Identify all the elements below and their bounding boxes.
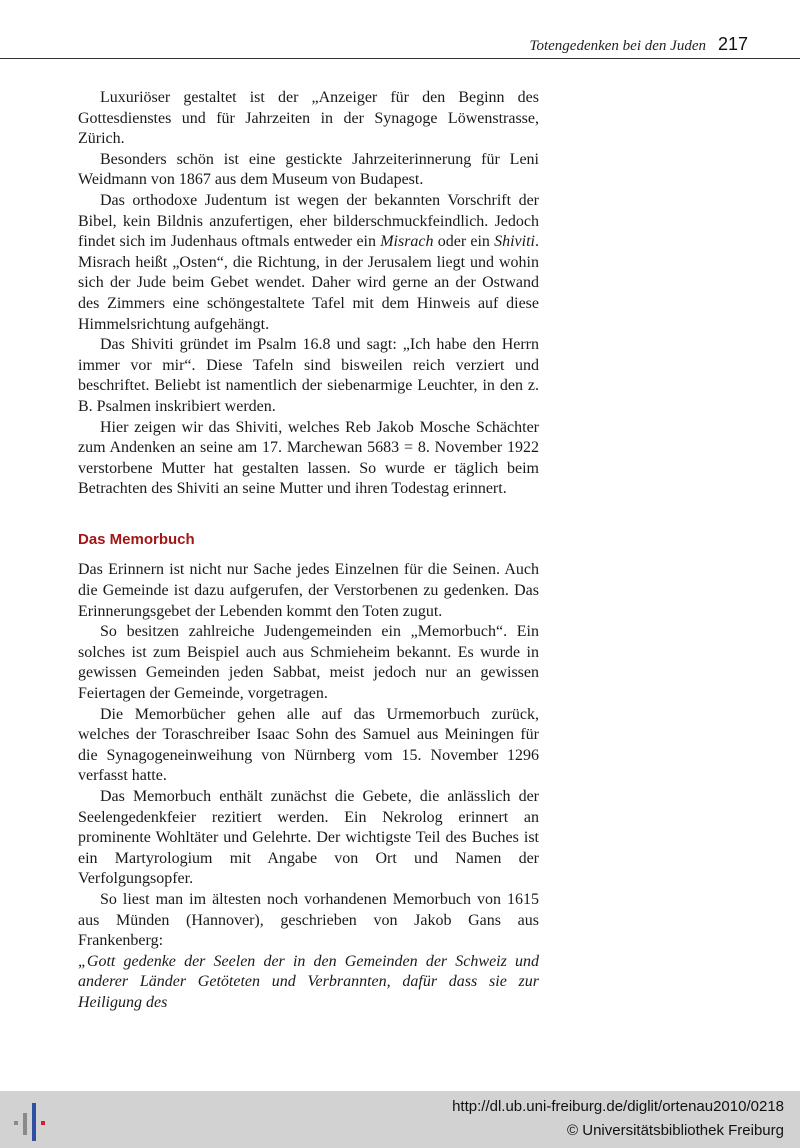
paragraph: Das Memorbuch enthält zunächst die Gebete, die anlässlich der Seelengedenkfeier rezitiert werden. Ein Nekrolog erinnert an prominente Wohltäter und Gelehrte. Der wichtigste Teil des Buches ist ein Martyrologium mit Angabe von Ort und Namen der Verfolgungsopfer. xyxy=(78,788,539,888)
page-body xyxy=(78,88,539,1014)
logo-blue-bar xyxy=(32,1103,36,1141)
quotation: „Gott gedenke der Seelen der in den Gemeinden der Schweiz und anderer Länder Getöteten und Verbrannten, dafür dass sie zur Heiligung des xyxy=(78,952,539,1011)
logo-gray-bar xyxy=(14,1121,18,1125)
paragraph: Hier zeigen wir das Shiviti, welches Reb Jakob Mosche Schächter zum Andenken an seine am 17. Marchewan 5683 = 8. November 1922 verstorbene Mutter hat gestalten lassen. So wurde er täglich beim Betrachten des Shiviti an seine Mutter und ihren Todestag erinnert. xyxy=(78,418,539,498)
page-number: 217 xyxy=(717,34,748,54)
footer-url-link[interactable]: http://dl.ub.uni-freiburg.de/diglit/ortenau2010/0218 xyxy=(452,1098,784,1115)
paragraph: Luxuriöser gestaltet ist der „Anzeiger für den Beginn des Gottesdienstes und für Jahrzeiten in der Synagoge Löwenstrasse, Zürich. xyxy=(78,89,539,148)
paragraph: So liest man im ältesten noch vorhandenen Memorbuch von 1615 aus Münden (Hannover), geschrieben von Jakob Gans aus Frankenberg: xyxy=(78,890,539,950)
text-run: . Misrach heißt „Osten“, die Richtung, in der Jerusalem liegt und wohin sich der Jude beim Gebet wendet. Daher wird gerne an der Ostwand des Zimmers eine schöngestaltete Tafel mit dem Hinweis auf diese Himmelsrichtung aufgehängt. xyxy=(78,233,539,333)
emphasis-shiviti: Shiviti xyxy=(494,233,535,251)
header-rule xyxy=(0,58,800,59)
logo-red-bar xyxy=(41,1121,45,1125)
ub-freiburg-logo-icon xyxy=(10,1101,50,1143)
paragraph: Die Memorbücher gehen alle auf das Urmemorbuch zurück, welches der Toraschreiber Isaac Sohn des Samuel aus Meiningen für die Synagogeneinweihung von Nürnberg vom 15. November 1296 verfasst hatte. xyxy=(78,705,539,785)
paragraph: Das Shiviti gründet im Psalm 16.8 und sagt: „Ich habe den Herrn immer vor mir“. Diese Tafeln sind bisweilen reich verziert und beschriftet. Beliebt ist namentlich der siebenarmige Leuchter, in den z. B. Psalmen inskribiert werden. xyxy=(78,336,539,415)
text-run: oder ein xyxy=(433,233,495,251)
page-footer xyxy=(0,1091,800,1148)
paragraph: Das Erinnern ist nicht nur Sache jedes Einzelnen für die Seinen. Auch die Gemeinde ist dazu aufgerufen, der Verstorbenen zu gedenken. Das Erinnerungsgebet der Lebenden kommt den Toten zugut. xyxy=(78,561,539,620)
emphasis-misrach: Misrach xyxy=(380,233,434,251)
paragraph: Besonders schön ist eine gestickte Jahrzeiterinnerung für Leni Weidmann von 1867 aus dem Museum von Budapest. xyxy=(78,150,539,189)
page-header xyxy=(0,0,800,60)
logo-gray-bar-2 xyxy=(23,1113,27,1135)
paragraph: So besitzen zahlreiche Judengemeinden ein „Memorbuch“. Ein solches ist zum Beispiel auch aus Schmieheim bekannt. Es wurde in gewissen Gemeinden jeden Sabbat, meist jedoch nur an gewissen Feiertagen der Gemeinde, vorgetragen. xyxy=(78,623,539,703)
section-heading: Das Memorbuch xyxy=(78,530,195,548)
paragraph xyxy=(78,191,539,335)
running-title: Totengedenken bei den Juden xyxy=(529,38,706,54)
text-run: Das orthodoxe Judentum ist wegen der bekannten Vorschrift der Bibel, kein Bildnis anzufertigen, eher bilderschmuckfeindlich. Jedoch findet sich im Judenhaus oftmals entweder ein xyxy=(78,191,539,251)
footer-copyright: © Universitätsbibliothek Freiburg xyxy=(567,1122,784,1139)
